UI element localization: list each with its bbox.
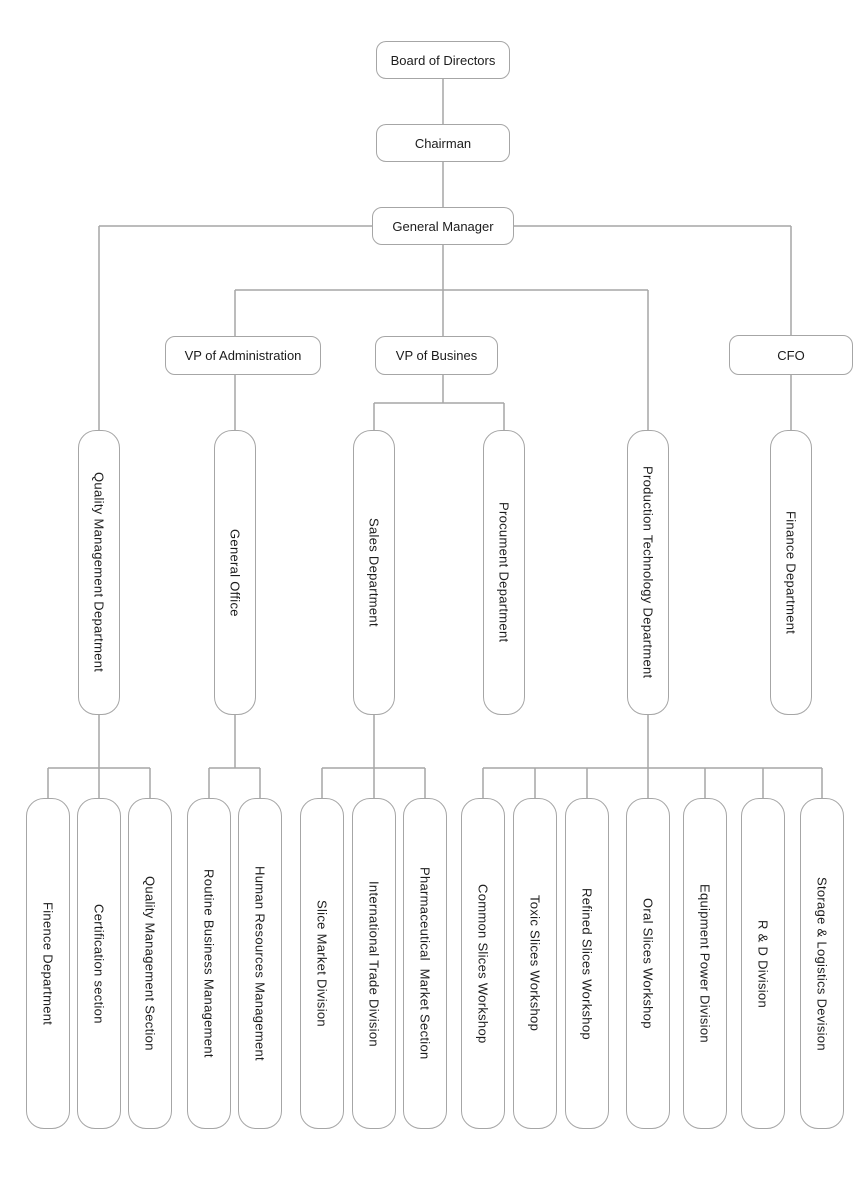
- node-quality-management-section[interactable]: [128, 798, 172, 1129]
- node-international-trade-division[interactable]: [352, 798, 396, 1129]
- node-routine-business-management[interactable]: [187, 798, 231, 1129]
- node-refined-slices-workshop[interactable]: [565, 798, 609, 1129]
- node-label: VP of Busines: [395, 348, 478, 363]
- node-finence-department[interactable]: [26, 798, 70, 1129]
- node-label: Chairman: [414, 135, 472, 151]
- node-label: Board of Directors: [390, 52, 496, 68]
- node-label: Pharmaceutical Market Section: [417, 867, 433, 1060]
- node-chairman[interactable]: [376, 124, 510, 162]
- node-label: Quality Management Department: [91, 472, 107, 673]
- node-r-and-d-division[interactable]: [741, 798, 785, 1129]
- node-label: General Manager: [392, 218, 494, 234]
- node-common-slices-workshop[interactable]: [461, 798, 505, 1129]
- node-label: Procument Department: [496, 502, 512, 643]
- node-label: General Office: [227, 528, 243, 617]
- node-label: Common Slices Workshop: [475, 883, 491, 1044]
- node-vp-of-business[interactable]: [375, 336, 498, 375]
- node-general-manager[interactable]: [372, 207, 514, 245]
- node-label: Routine Business Management: [201, 869, 217, 1058]
- node-storage-logistics-division[interactable]: [800, 798, 844, 1129]
- node-label: Equipment Power Division: [697, 884, 713, 1043]
- node-label: Human Resources Management: [252, 866, 268, 1061]
- node-procurement-department[interactable]: [483, 430, 525, 715]
- node-label: Certification section: [91, 903, 107, 1024]
- node-oral-slices-workshop[interactable]: [626, 798, 670, 1129]
- node-label: Storage & Logistics Devision: [814, 876, 830, 1051]
- node-vp-of-administration[interactable]: [165, 336, 321, 375]
- node-label: Finance Department: [783, 510, 799, 635]
- node-label: R & D Division: [755, 919, 771, 1008]
- node-sales-department[interactable]: [353, 430, 395, 715]
- node-label: CFO: [777, 347, 805, 363]
- node-label: Production Technology Department: [640, 466, 656, 679]
- node-label: Toxic Slices Workshop: [527, 895, 543, 1032]
- node-finance-department[interactable]: [770, 430, 812, 715]
- node-label: Refined Slices Workshop: [579, 887, 595, 1040]
- node-pharmaceutical-market-section[interactable]: [403, 798, 447, 1129]
- node-board-of-directors[interactable]: [376, 41, 510, 79]
- node-production-technology-department[interactable]: [627, 430, 669, 715]
- node-label: Slice Market Division: [314, 900, 330, 1027]
- node-quality-management-department[interactable]: [78, 430, 120, 715]
- node-label: International Trade Division: [366, 880, 382, 1047]
- connector-spine: [48, 79, 822, 798]
- node-cfo[interactable]: [729, 335, 853, 375]
- node-label: VP of Administration: [184, 348, 302, 363]
- node-label: Oral Slices Workshop: [640, 898, 656, 1029]
- node-slice-market-division[interactable]: [300, 798, 344, 1129]
- node-label: Quality Management Section: [142, 876, 158, 1051]
- node-certification-section[interactable]: [77, 798, 121, 1129]
- node-toxic-slices-workshop[interactable]: [513, 798, 557, 1129]
- node-equipment-power-division[interactable]: [683, 798, 727, 1129]
- node-human-resources-management[interactable]: [238, 798, 282, 1129]
- node-general-office[interactable]: [214, 430, 256, 715]
- node-label: Finence Department: [40, 901, 56, 1026]
- node-label: Sales Department: [366, 518, 382, 627]
